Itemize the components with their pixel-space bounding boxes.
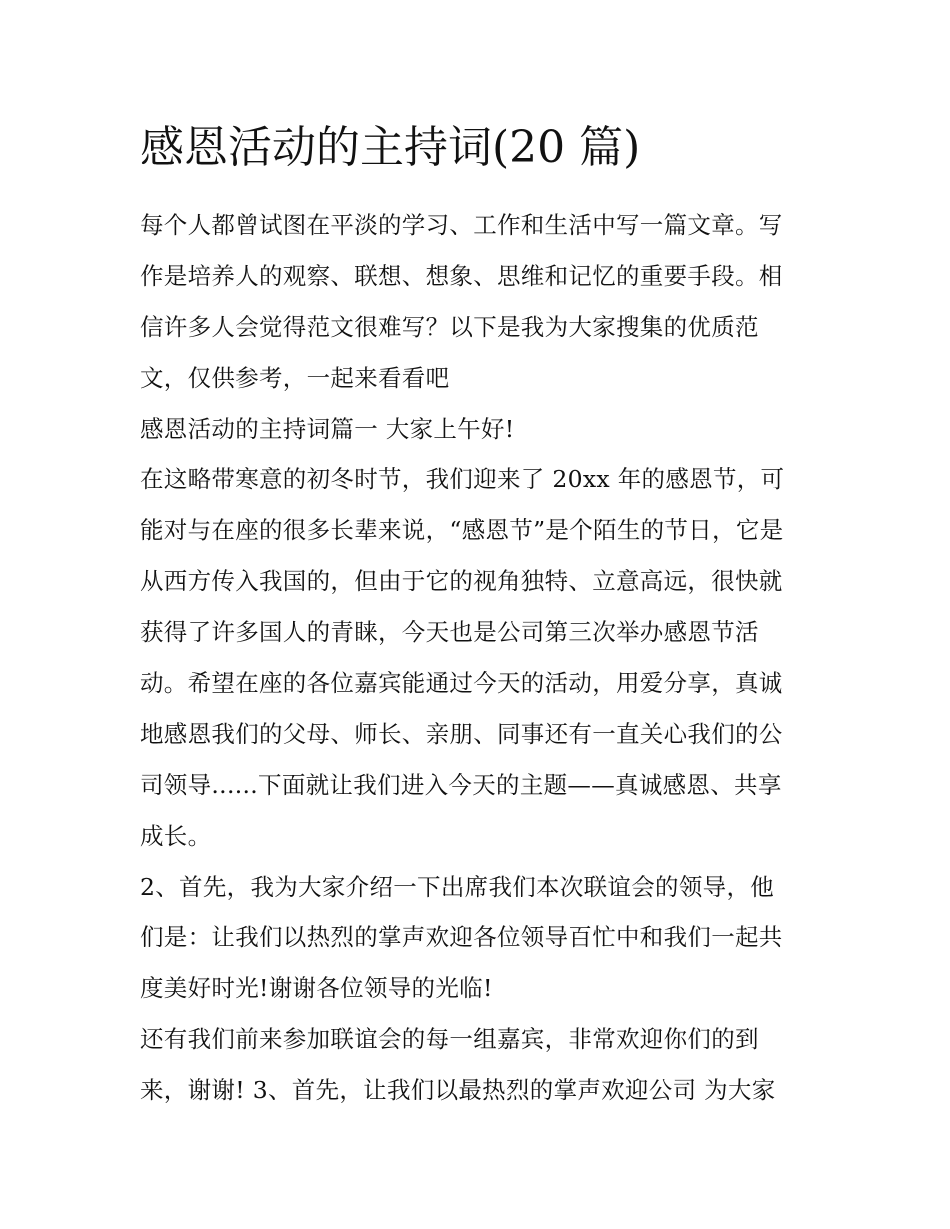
text-line: 信许多人会觉得范文很难写？以下是我为大家搜集的优质范	[140, 312, 759, 341]
document-title: 感恩活动的主持词(20 篇)	[140, 122, 641, 173]
text-line: 作是培养人的观察、联想、想象、思维和记忆的重要手段。相	[140, 261, 783, 290]
text-line: 动。希望在座的各位嘉宾能通过今天的活动，用爱分享，真诚	[140, 669, 783, 698]
document-body	[140, 200, 820, 1116]
text-line: 获得了许多国人的青睐，今天也是公司第三次举办感恩节活	[140, 618, 759, 647]
text-line: 地感恩我们的父母、师长、亲朋、同事还有一直关心我们的公	[140, 719, 783, 748]
text-line: 成长。	[140, 821, 212, 850]
text-line: 能对与在座的很多长辈来说，“感恩节”是个陌生的节日，它是	[140, 516, 784, 545]
text-line: 度美好时光!谢谢各位领导的光临!	[140, 974, 493, 1003]
text-line: 们是：让我们以热烈的掌声欢迎各位领导百忙中和我们一起共	[140, 923, 783, 952]
text-line: 来，谢谢! 3、首先，让我们以最热烈的掌声欢迎公司 为大家	[140, 1076, 776, 1105]
text-line: 每个人都曾试图在平淡的学习、工作和生活中写一篇文章。写	[140, 211, 783, 239]
text-line: 还有我们前来参加联谊会的每一组嘉宾，非常欢迎你们的到	[140, 1025, 759, 1054]
section-heading-line: 感恩活动的主持词篇一 大家上午好!	[140, 414, 515, 443]
text-line: 文，仅供参考，一起来看看吧	[140, 363, 450, 392]
text-line: 从西方传入我国的，但由于它的视角独特、立意高远，很快就	[140, 567, 783, 596]
text-line: 在这略带寒意的初冬时节，我们迎来了 20xx 年的感恩节，可	[140, 465, 785, 494]
text-line: 司领导......下面就让我们进入今天的主题——真诚感恩、共享	[140, 770, 782, 799]
text-line: 2、首先，我为大家介绍一下出席我们本次联谊会的领导，他	[140, 872, 775, 901]
